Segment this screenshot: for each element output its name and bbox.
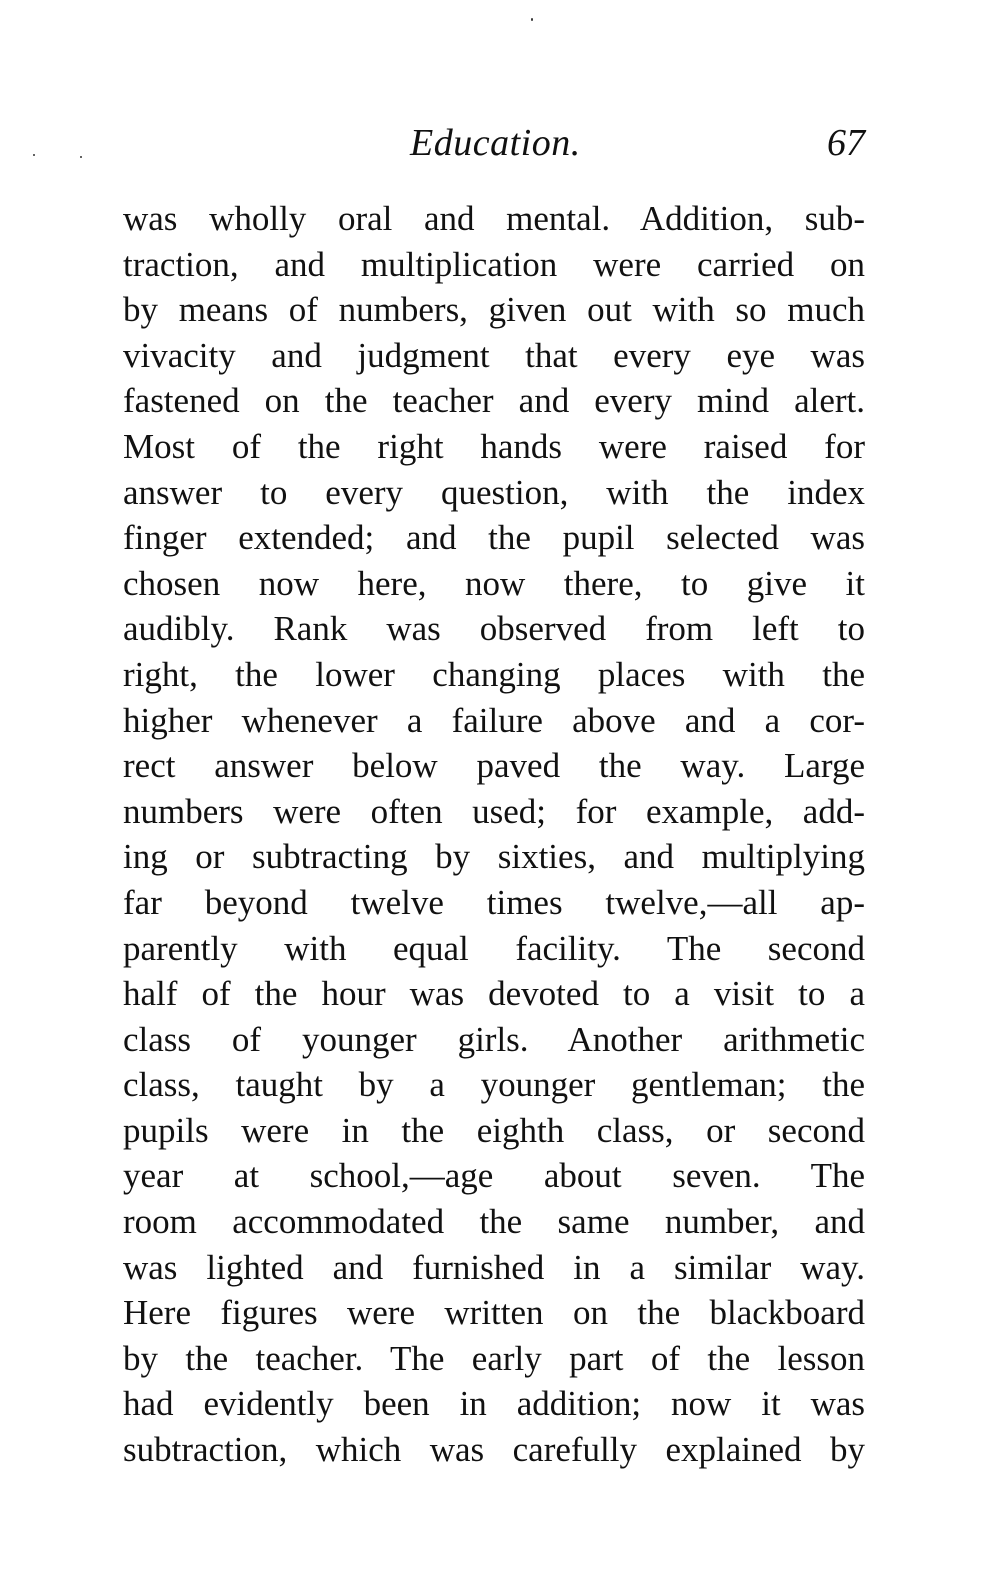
- text-line: higher whenever a failure above and a cor-: [123, 700, 865, 740]
- scan-speck: [80, 156, 82, 158]
- text-line: was lighted and furnished in a similar way.: [123, 1247, 865, 1287]
- text-line: class, taught by a younger gentleman; the: [123, 1065, 865, 1105]
- running-head: [123, 118, 865, 168]
- text-line: vivacity and judgment that every eye was: [123, 335, 865, 375]
- text-line: pupils were in the eighth class, or second: [123, 1110, 865, 1150]
- text-line: rect answer below paved the way. Large: [123, 746, 865, 786]
- text-line: traction, and multiplication were carried on: [123, 244, 865, 284]
- text-line: was wholly oral and mental. Addition, sub-: [123, 199, 865, 238]
- text-line: fastened on the teacher and every mind alert.: [123, 381, 865, 421]
- text-line: ing or subtracting by sixties, and multiplying: [123, 837, 865, 877]
- text-line: class of younger girls. Another arithmetic: [123, 1019, 865, 1059]
- text-line: far beyond twelve times twelve,—all ap-: [123, 882, 865, 922]
- scan-speck: [531, 18, 533, 21]
- page-number: 67: [827, 122, 865, 164]
- text-line: numbers were often used; for example, add-: [123, 791, 865, 831]
- text-line: Most of the right hands were raised for: [123, 426, 865, 466]
- text-line: right, the lower changing places with the: [123, 654, 865, 694]
- body-text: [123, 196, 865, 1473]
- text-line: subtraction, which was carefully explained by: [123, 1430, 865, 1470]
- text-line: had evidently been in addition; now it was: [123, 1384, 865, 1424]
- text-line: chosen now here, now there, to give it: [123, 563, 865, 603]
- text-line: finger extended; and the pupil selected was: [123, 518, 865, 558]
- text-line: parently with equal facility. The second: [123, 928, 865, 968]
- running-head-title: Education.: [410, 122, 581, 164]
- text-line: year at school,—age about seven. The: [123, 1156, 865, 1196]
- text-line: half of the hour was devoted to a visit to a: [123, 974, 865, 1014]
- text-line: audibly. Rank was observed from left to: [123, 609, 865, 649]
- text-line: by the teacher. The early part of the lesson: [123, 1338, 865, 1378]
- text-line: by means of numbers, given out with so much: [123, 290, 865, 330]
- text-line: answer to every question, with the index: [123, 472, 865, 512]
- text-line: room accommodated the same number, and: [123, 1202, 865, 1242]
- scan-speck: [33, 154, 35, 156]
- text-line: Here figures were written on the blackboard: [123, 1293, 865, 1333]
